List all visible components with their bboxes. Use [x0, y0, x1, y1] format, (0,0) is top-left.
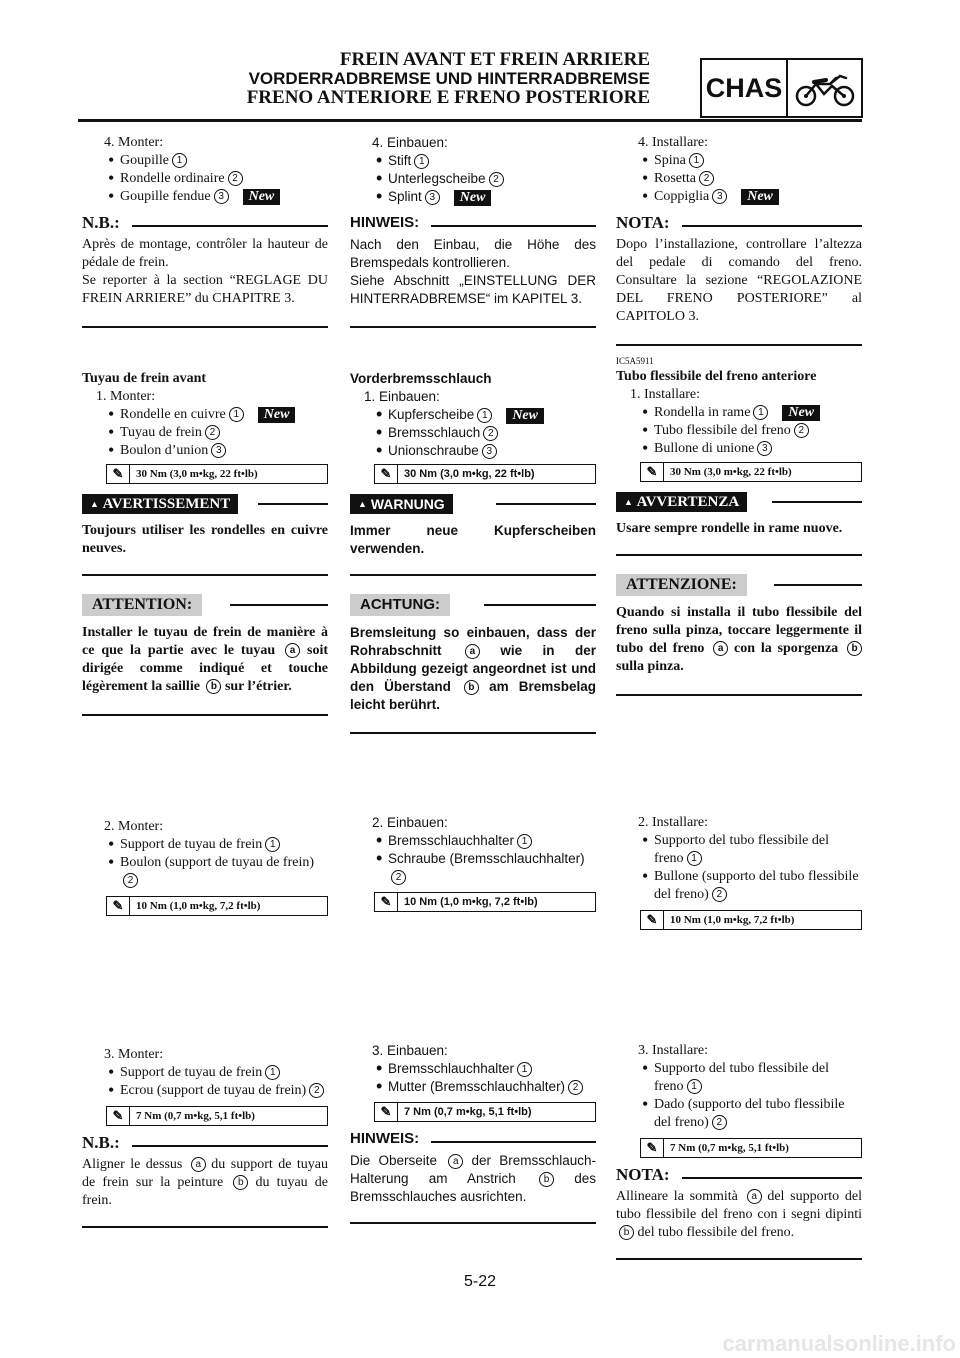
new-badge: New	[454, 190, 492, 206]
fr-warning-heading: ▲ AVERTISSEMENT	[82, 494, 328, 514]
fr-step2	[82, 818, 328, 916]
title-fr: FREIN AVANT ET FREIN ARRIERE	[339, 49, 650, 70]
divider	[82, 574, 328, 576]
it-hose-item3: • Bullone di unione 3	[616, 440, 862, 458]
de-note1-text: Nach den Einbau, die Höhe des Bremspedals kontrollieren. Siehe Abschnitt „EINSTELLUNG DER HINTERRADBREMSE“ im KAPITEL 3.	[350, 237, 596, 306]
section-titles	[247, 50, 650, 107]
fr-attention-heading: ATTENTION:	[82, 594, 328, 616]
de-step4-item3: • Splint 3 New	[350, 188, 596, 206]
fr-hose-item2: • Tuyau de frein 2	[82, 424, 328, 442]
de-step2-item2: • Schraube (Bremsschlauchhalter)2	[350, 850, 596, 886]
fr-note2-heading: N.B.:	[82, 1134, 328, 1152]
it-warning-heading: ▲ AVVERTENZA	[616, 492, 862, 512]
fr-step2-item2: • Boulon (support de tuyau de frein)2	[82, 854, 328, 890]
header-rule	[78, 119, 862, 122]
de-step2	[350, 814, 596, 912]
wrench-icon: ✎	[375, 1103, 398, 1121]
it-note2-heading: NOTA:	[616, 1166, 862, 1184]
wrench-icon: ✎	[641, 1139, 664, 1157]
de-brake-hose	[350, 370, 596, 734]
wrench-icon: ✎	[641, 463, 664, 481]
it-hose-step: 1. Installare:	[630, 387, 700, 402]
de-step2-title: 2. Einbauen:	[372, 815, 448, 830]
fr-hose-item1: • Rondelle en cuivre 1 New	[82, 406, 328, 424]
new-badge: New	[506, 408, 544, 424]
divider	[616, 554, 862, 556]
fr-step4-item3: • Goupille fendue 3 New	[82, 188, 328, 206]
divider	[350, 732, 596, 734]
chapter-label: CHAS	[702, 60, 788, 116]
new-badge: New	[243, 189, 281, 205]
divider	[350, 574, 596, 576]
fr-hose-title: Tuyau de frein avant	[82, 371, 207, 386]
de-hose-item2: • Bremsschlauch 2	[350, 424, 596, 442]
it-step4-item1: • Spina 1	[616, 152, 862, 170]
it-step2-item2: • Bullone (supporto del tubo flessibile del freno) 2	[616, 868, 862, 904]
it-note1-text: Dopo l’installazione, controllare l’altezza del pedale di comando del freno. Consultare la sezione “REGOLAZIONE DEL FRENO POSTERIORE” al CAPITOLO 3.	[616, 237, 862, 324]
it-step3-item2: • Dado (supporto del tubo flessibile del freno) 2	[616, 1096, 862, 1132]
it-hose-item2: • Tubo flessibile del freno 2	[616, 422, 862, 440]
de-warning-text: Immer neue Kupferscheiben verwenden.	[350, 523, 596, 556]
de-step2-item1: • Bremsschlauchhalter 1	[350, 832, 596, 850]
de-note2-heading: HINWEIS:	[350, 1130, 596, 1148]
divider	[350, 326, 596, 328]
de-hose-item3: • Unionschraube 3	[350, 442, 596, 460]
column-fr	[82, 128, 328, 1258]
it-note1-heading: NOTA:	[616, 214, 862, 232]
wrench-icon: ✎	[107, 465, 130, 483]
title-de: VORDERRADBREMSE UND HINTERRADBREMSE	[248, 69, 650, 88]
it-hose-title: Tubo flessibile del freno anteriore	[616, 369, 817, 384]
fr-warning-text: Toujours utiliser les rondelles en cuivre neuves.	[82, 523, 328, 556]
de-warning-heading: ▲ WARNUNG	[350, 494, 596, 514]
de-hose-torque: ✎ 30 Nm (3,0 m•kg, 22 ft•lb)	[374, 464, 596, 484]
divider	[82, 714, 328, 716]
de-step4	[350, 134, 596, 328]
fr-hose-torque: ✎ 30 Nm (3,0 m•kg, 22 ft•lb)	[106, 464, 328, 484]
de-hose-title: Vorderbremsschlauch	[350, 371, 492, 386]
it-warning-text: Usare sempre rondelle in rame nuove.	[616, 521, 843, 536]
watermark: carmanualsonline.info	[722, 1331, 956, 1356]
it-step2	[616, 814, 862, 930]
fr-step3	[82, 1046, 328, 1228]
it-hose-item1: • Rondella in rame 1 New	[616, 404, 862, 422]
de-hose-item1: • Kupferscheibe 1 New	[350, 406, 596, 424]
it-step2-item1: • Supporto del tubo flessibile del freno 1	[616, 832, 862, 868]
it-attention-text: Quando si installa il tubo flessibile del freno sulla pinza, toccare leggermente il tubo del freno a con la sporgenza b sulla pinza.	[616, 605, 862, 674]
motorcycle-icon	[788, 60, 861, 116]
de-step4-title: 4. Einbauen:	[372, 135, 448, 150]
wrench-icon: ✎	[107, 1107, 130, 1125]
de-attention-text: Bremsleitung so einbauen, dass der Rohrabschnitt a wie in der Abbildung gezeigt angeordnet ist und den Überstand b am Bremsbelag leicht berührt.	[350, 625, 596, 712]
it-step3-title: 3. Installare:	[638, 1043, 708, 1058]
it-step4-item3: • Coppiglia 3 New	[616, 188, 862, 206]
fr-step2-torque: ✎ 10 Nm (1,0 m•kg, 7,2 ft•lb)	[106, 896, 328, 916]
it-step3-item1: • Supporto del tubo flessibile del freno 1	[616, 1060, 862, 1096]
column-de	[350, 128, 596, 1258]
de-step3-item1: • Bremsschlauchhalter 1	[350, 1060, 596, 1078]
fr-brake-hose	[82, 370, 328, 716]
fr-hose-item3: • Boulon d’union 3	[82, 442, 328, 460]
fr-step3-item1: • Support de tuyau de frein 1	[82, 1064, 328, 1082]
de-note2-text: Die Oberseite a der Bremsschlauch-Halterung am Anstrich b des Bremsschlauches ausrichten.	[350, 1153, 596, 1204]
de-step2-torque: ✎ 10 Nm (1,0 m•kg, 7,2 ft•lb)	[374, 892, 596, 912]
it-hose-torque: ✎ 30 Nm (3,0 m•kg, 22 ft•lb)	[640, 462, 862, 482]
divider	[82, 326, 328, 328]
divider	[616, 694, 862, 696]
fr-hose-step: 1. Monter:	[96, 389, 156, 404]
wrench-icon: ✎	[375, 465, 398, 483]
it-note2-text: Allineare la sommità a del supporto del tubo flessibile del freno con i segni dipinti b del tubo flessibile del freno.	[616, 1189, 863, 1240]
warning-icon: ▲	[624, 497, 633, 507]
fr-step3-item2: • Ecrou (support de tuyau de frein) 2	[82, 1082, 328, 1100]
warning-icon: ▲	[358, 499, 367, 509]
it-step2-torque: ✎ 10 Nm (1,0 m•kg, 7,2 ft•lb)	[640, 910, 862, 930]
fr-step4	[82, 134, 328, 328]
wrench-icon: ✎	[375, 893, 398, 911]
de-note1-heading: HINWEIS:	[350, 214, 596, 232]
de-hose-step: 1. Einbauen:	[364, 389, 440, 404]
column-it	[616, 128, 862, 1258]
fr-note2-text: Aligner le dessus a du support de tuyau de frein sur la peinture b du tuyau de frein.	[82, 1157, 329, 1208]
fr-note1-heading: N.B.:	[82, 214, 328, 232]
page-number: 5-22	[463, 1273, 497, 1290]
divider	[82, 1226, 328, 1228]
de-step4-item1: • Stift 1	[350, 152, 596, 170]
it-step4	[616, 134, 862, 346]
de-attention-heading: ACHTUNG:	[350, 594, 596, 616]
divider	[616, 1258, 862, 1260]
new-badge: New	[258, 407, 296, 423]
divider	[350, 1222, 596, 1224]
new-badge: New	[782, 405, 820, 421]
fr-step4-item1: • Goupille 1	[82, 152, 328, 170]
de-step4-item2: • Unterlegscheibe 2	[350, 170, 596, 188]
divider	[616, 344, 862, 346]
title-it: FRENO ANTERIORE E FRENO POSTERIORE	[246, 87, 650, 108]
fr-step3-title: 3. Monter:	[104, 1047, 164, 1062]
it-hose-code: IC5A5911	[616, 356, 654, 366]
it-step4-title: 4. Installare:	[638, 135, 708, 150]
chapter-tab	[700, 58, 863, 118]
warning-icon: ▲	[90, 499, 99, 509]
fr-step4-title: 4. Monter:	[104, 135, 164, 150]
new-badge: New	[741, 189, 779, 205]
de-step3-title: 3. Einbauen:	[372, 1043, 448, 1058]
de-step3-torque: ✎ 7 Nm (0,7 m•kg, 5,1 ft•lb)	[374, 1102, 596, 1122]
it-brake-hose	[616, 354, 862, 696]
fr-step2-item1: • Support de tuyau de frein 1	[82, 836, 328, 854]
fr-note1-text: Après de montage, contrôler la hauteur de pédale de frein. Se reporter à la section “REGLAGE DU FREIN ARRIERE” du CHAPITRE 3.	[82, 237, 328, 306]
fr-step2-title: 2. Monter:	[104, 819, 164, 834]
it-step2-title: 2. Installare:	[638, 815, 708, 830]
fr-step3-torque: ✎ 7 Nm (0,7 m•kg, 5,1 ft•lb)	[106, 1106, 328, 1126]
fr-attention-text: Installer le tuyau de frein de manière à ce que la partie avec le tuyau a soit dirigée comme indiqué et touche légèrement la saillie b sur l’étrier.	[82, 625, 328, 694]
it-step4-item2: • Rosetta 2	[616, 170, 862, 188]
it-attention-heading: ATTENZIONE:	[616, 574, 862, 596]
wrench-icon: ✎	[107, 897, 130, 915]
wrench-icon: ✎	[641, 911, 664, 929]
de-step3	[350, 1042, 596, 1224]
de-step3-item2: • Mutter (Bremsschlauchhalter) 2	[350, 1078, 596, 1096]
it-step3-torque: ✎ 7 Nm (0,7 m•kg, 5,1 ft•lb)	[640, 1138, 862, 1158]
fr-step4-item2: • Rondelle ordinaire 2	[82, 170, 328, 188]
it-step3	[616, 1042, 862, 1260]
